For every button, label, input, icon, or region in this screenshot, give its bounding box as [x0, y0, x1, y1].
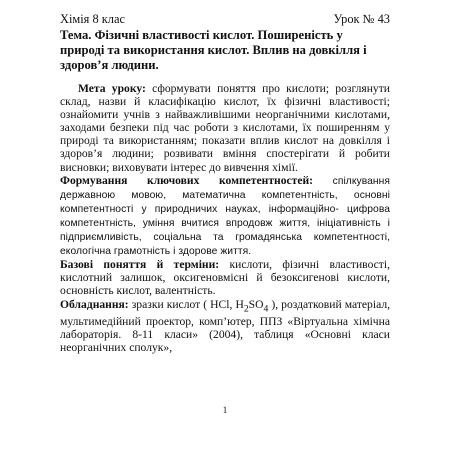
equipment-label: Обладнання:: [60, 297, 129, 311]
page-number: 1: [222, 405, 228, 415]
header-row: [60, 12, 390, 27]
basic-terms: [60, 258, 390, 297]
lesson-number: Урок № 43: [333, 12, 390, 26]
equipment-text-before: зразки кислот ( HCl, H: [128, 297, 244, 311]
competences-text: спілкування державною мовою, математична компетентність, основні компетентності у природничих науках, інформаційно- цифрова компетентність, уміння вчитися впродовж життя, ініціативність і підприємливість, соціальна та громадянська компетентності, екологічна грамотність і здорове життя.: [60, 175, 390, 258]
goal-label: Мета уроку:: [78, 82, 146, 95]
key-competences: [60, 174, 390, 259]
equipment-sub-1: 2: [243, 302, 249, 314]
terms-label: Базові поняття й терміни:: [60, 258, 220, 272]
equipment-text-after: ), роздатковий матеріал, мультимедійний проектор, комп’ютер, ППЗ «Віртуальна хімічна лабораторія. 8-11 класи» (2004), таблиця «Основні класи неорганічних сполук»,: [60, 297, 390, 355]
lesson-topic: Тема. Фізичні властивості кислот. Поширеність у природі та використання кислот. Вплив на довкілля і здоров’я людини.: [60, 28, 367, 72]
goal-text: сформувати поняття про кислоти; розглянути склад, назви й класифікацію кислот, їх фізичні властивості; ознайомити учнів з найважливішими неорганічними кислотами, заходами безпеки під час роботи з кислотами, їх поширенням у природі та використанням; показати вплив кислот на довкілля і здоров’я людини; розвивати вміння спостерігати й робити висновки; виховувати інтерес до вивчення хімії.: [60, 82, 391, 174]
competences-label: Формування ключових компетентностей:: [60, 173, 314, 187]
equipment: [60, 298, 390, 355]
class-label: Хімія 8 клас: [60, 12, 125, 26]
equipment-formula-mid: SO: [248, 297, 264, 311]
terms-text: кислоти, фізичні властивості, кислотний залишок, оксигеновмісні й безоксигенові кислоти, основність кислот, валентність.: [60, 258, 390, 298]
lesson-goal: [60, 82, 390, 174]
equipment-sub-2: 4: [263, 302, 269, 314]
